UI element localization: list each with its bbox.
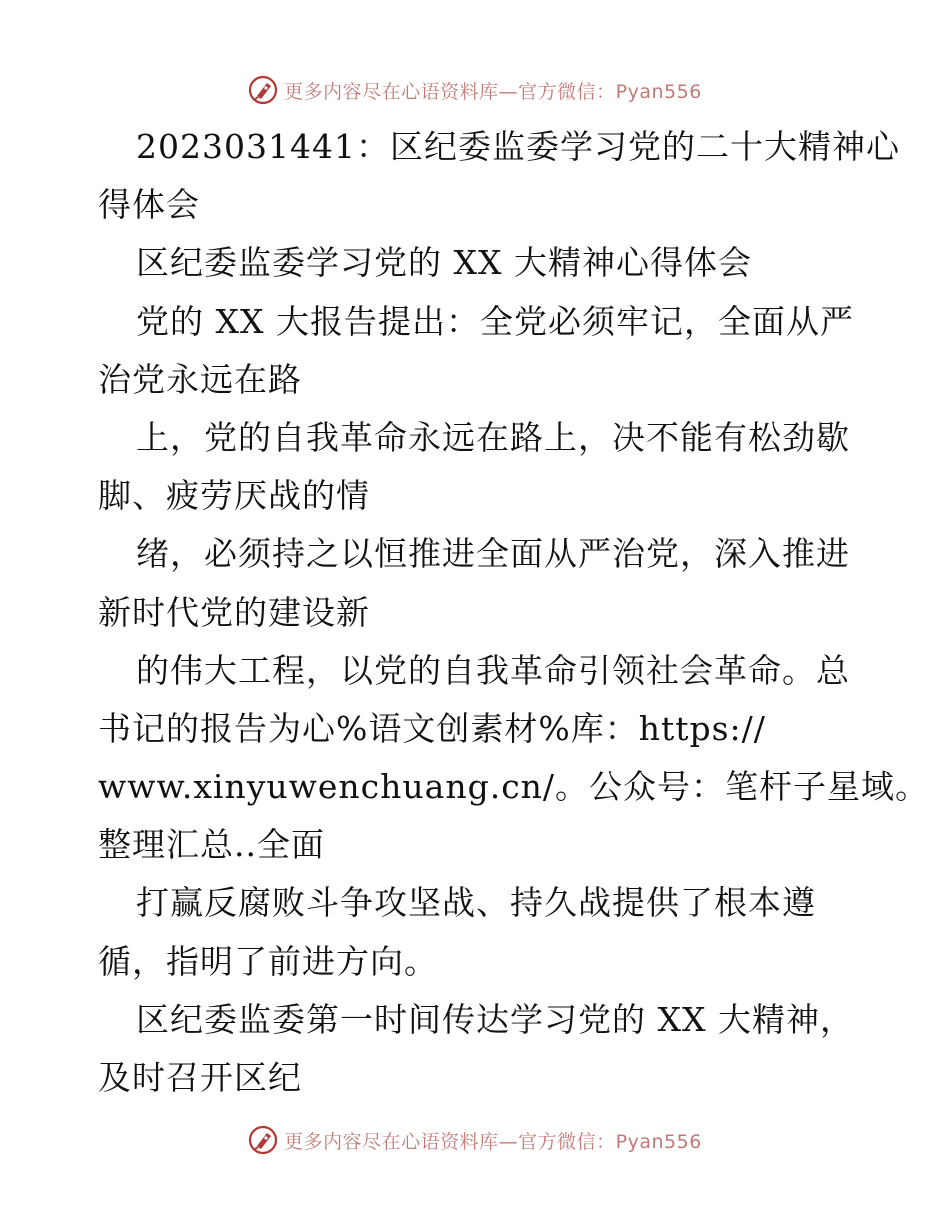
text-line: www.xinyuwenchuang.cn/。公众号：笔杆子星域。 <box>98 767 930 807</box>
text-line: 区纪委监委学习党的 XX 大精神心得体会 <box>136 243 752 283</box>
header-banner <box>0 70 950 110</box>
text-line: 区纪委监委第一时间传达学习党的 XX 大精神， <box>136 999 854 1039</box>
text-line: 绪，必须持之以恒推进全面从严治党，深入推进 <box>136 534 850 574</box>
text-line: 及时召开区纪 <box>98 1058 302 1097</box>
text-line: 2023031441：区纪委监委学习党的二十大精神心 <box>136 127 900 166</box>
pen-nib-logo-icon <box>248 75 278 105</box>
document-body <box>98 118 930 1107</box>
text-line: 整理汇总..全面 <box>98 825 325 865</box>
text-line: 上，党的自我革命永远在路上，决不能有松劲歇 <box>136 417 850 457</box>
text-line: 打赢反腐败斗争攻坚战、持久战提供了根本遵 <box>136 883 816 923</box>
text-line: 新时代党的建设新 <box>98 592 370 632</box>
text-line: 党的 XX 大报告提出：全党必须牢记，全面从严 <box>136 301 854 341</box>
text-line: 书记的报告为心%语文创素材%库：https:// <box>98 708 766 748</box>
text-line: 循，指明了前进方向。 <box>98 941 438 981</box>
footer-banner <box>0 1120 950 1160</box>
footer-banner-text: 更多内容尽在心语资料库—官方微信：Pyan556 <box>284 1130 702 1153</box>
text-line: 脚、疲劳厌战的情 <box>98 476 370 516</box>
text-line: 得体会 <box>98 185 200 225</box>
pen-nib-logo-icon <box>248 1125 278 1155</box>
header-banner-text: 更多内容尽在心语资料库—官方微信：Pyan556 <box>284 80 702 103</box>
text-line: 的伟大工程，以党的自我革命引领社会革命。总 <box>136 650 850 690</box>
text-line: 治党永远在路 <box>98 359 302 399</box>
